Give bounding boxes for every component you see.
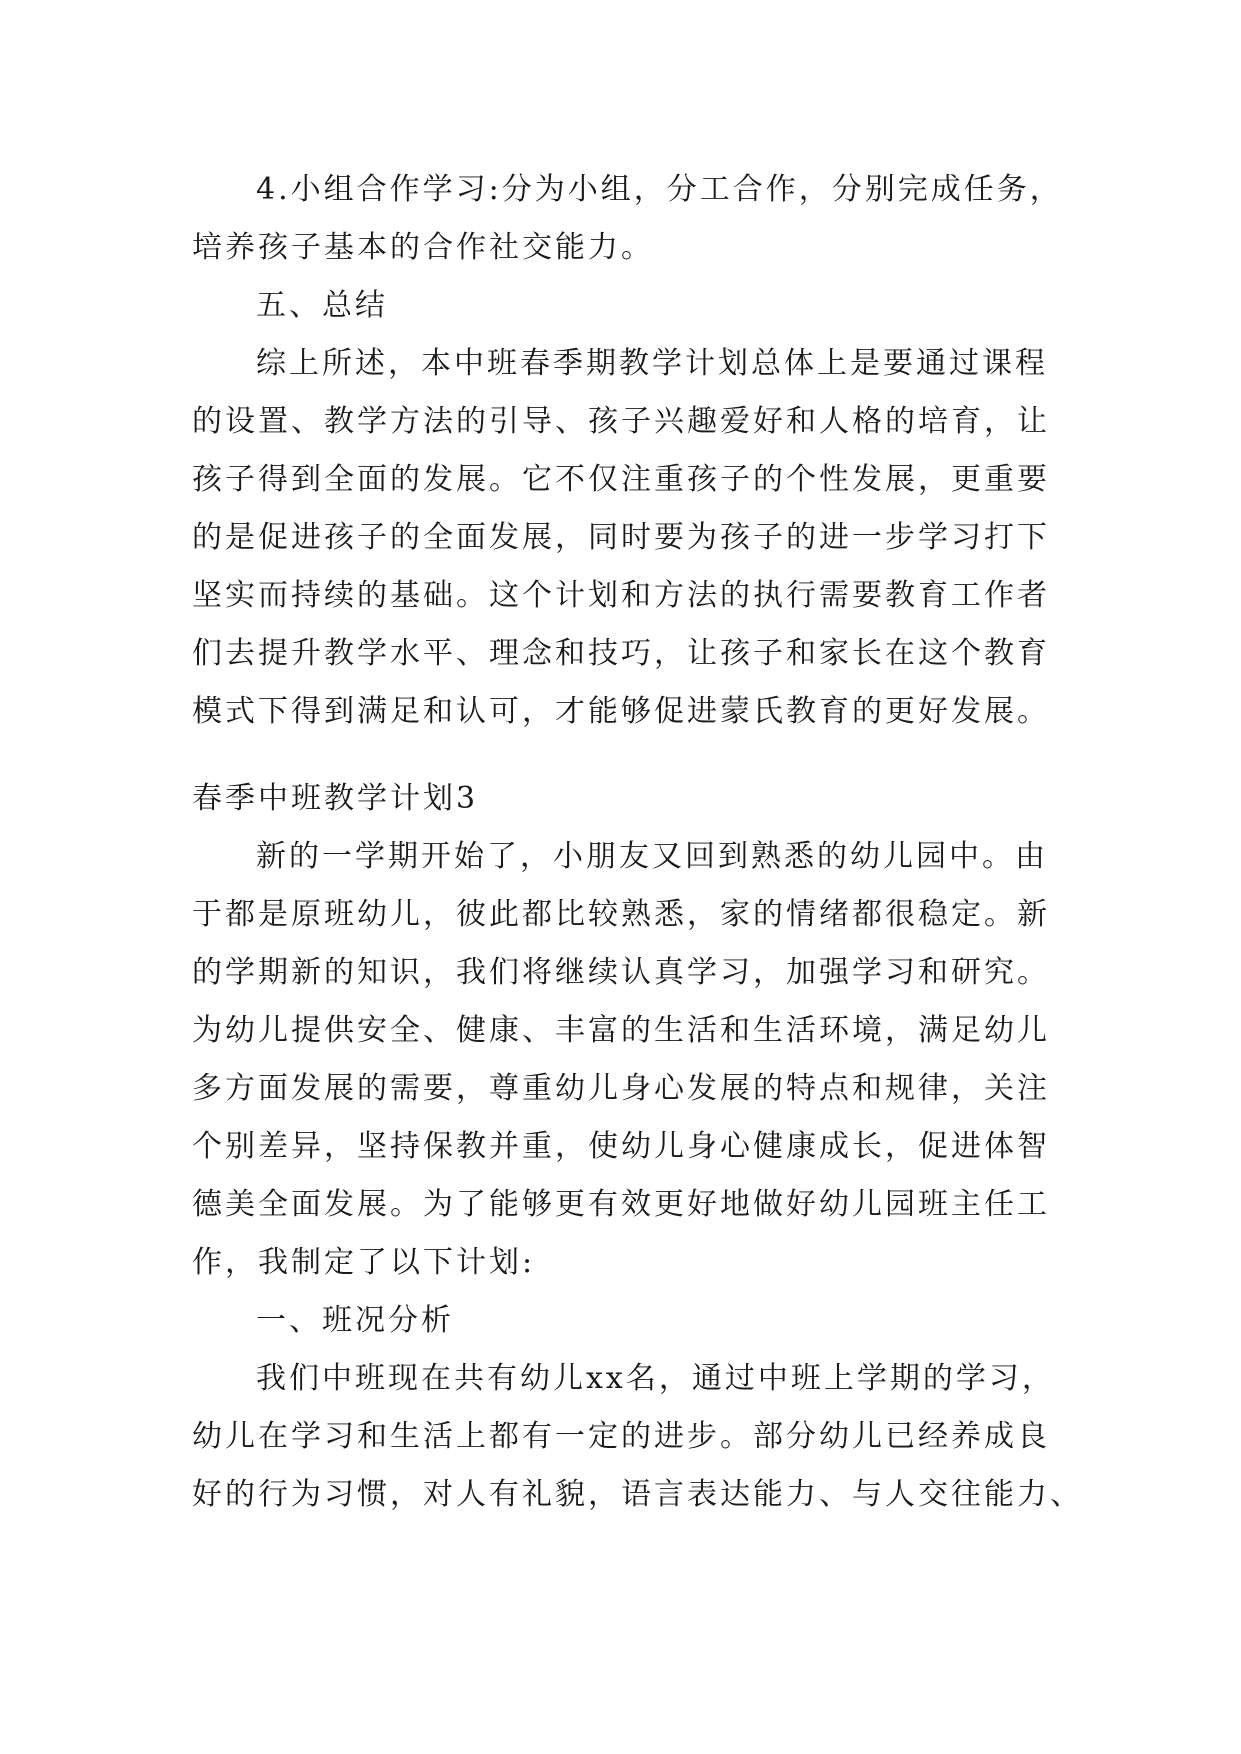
paragraph-line: 于都是原班幼儿，彼此都比较熟悉，家的情绪都很稳定。新 [192, 897, 1050, 932]
paragraph-line: 4.小组合作学习:分为小组，分工合作，分别完成任务， [256, 172, 1063, 207]
section-heading: 五、总结 [256, 288, 388, 323]
paragraph-line: 孩子得到全面的发展。它不仅注重孩子的个性发展，更重要 [192, 462, 1050, 497]
paragraph-line: 为幼儿提供安全、健康、丰富的生活和生活环境，满足幼儿 [192, 1013, 1050, 1048]
paragraph-line: 好的行为习惯，对人有礼貌，语言表达能力、与人交往能力、 [192, 1477, 1083, 1512]
paragraph-line: 坚实而持续的基础。这个计划和方法的执行需要教育工作者 [192, 578, 1050, 613]
paragraph-line: 新的一学期开始了，小朋友又回到熟悉的幼儿园中。由 [256, 839, 1048, 874]
paragraph-line: 模式下得到满足和认可，才能够促进蒙氏教育的更好发展。 [192, 694, 1050, 729]
paragraph-line: 的是促进孩子的全面发展，同时要为孩子的进一步学习打下 [192, 520, 1050, 555]
section-b-text [192, 770, 1083, 1524]
paragraph-line: 德美全面发展。为了能够更有效更好地做好幼儿园班主任工 [192, 1187, 1050, 1222]
document-title: 春季中班教学计划3 [192, 781, 479, 816]
paragraph-line: 综上所述，本中班春季期教学计划总体上是要通过课程 [256, 346, 1048, 381]
paragraph-line: 我们中班现在共有幼儿xx名，通过中班上学期的学习， [256, 1361, 1055, 1396]
section-heading: 一、班况分析 [256, 1303, 454, 1338]
paragraph-line: 们去提升教学水平、理念和技巧，让孩子和家长在这个教育 [192, 636, 1050, 671]
paragraph-line: 个别差异，坚持保教并重，使幼儿身心健康成长，促进体智 [192, 1129, 1050, 1164]
paragraph-line: 的学期新的知识，我们将继续认真学习，加强学习和研究。 [192, 955, 1050, 990]
paragraph-line: 作，我制定了以下计划: [192, 1245, 536, 1280]
section-a-text [192, 161, 1072, 741]
paragraph-line: 多方面发展的需要，尊重幼儿身心发展的特点和规律，关注 [192, 1071, 1050, 1106]
paragraph-line: 幼儿在学习和生活上都有一定的进步。部分幼儿已经养成良 [192, 1419, 1050, 1454]
paragraph-line: 的设置、教学方法的引导、孩子兴趣爱好和人格的培育，让 [192, 404, 1050, 439]
paragraph-line: 培养孩子基本的合作社交能力。 [192, 230, 654, 265]
